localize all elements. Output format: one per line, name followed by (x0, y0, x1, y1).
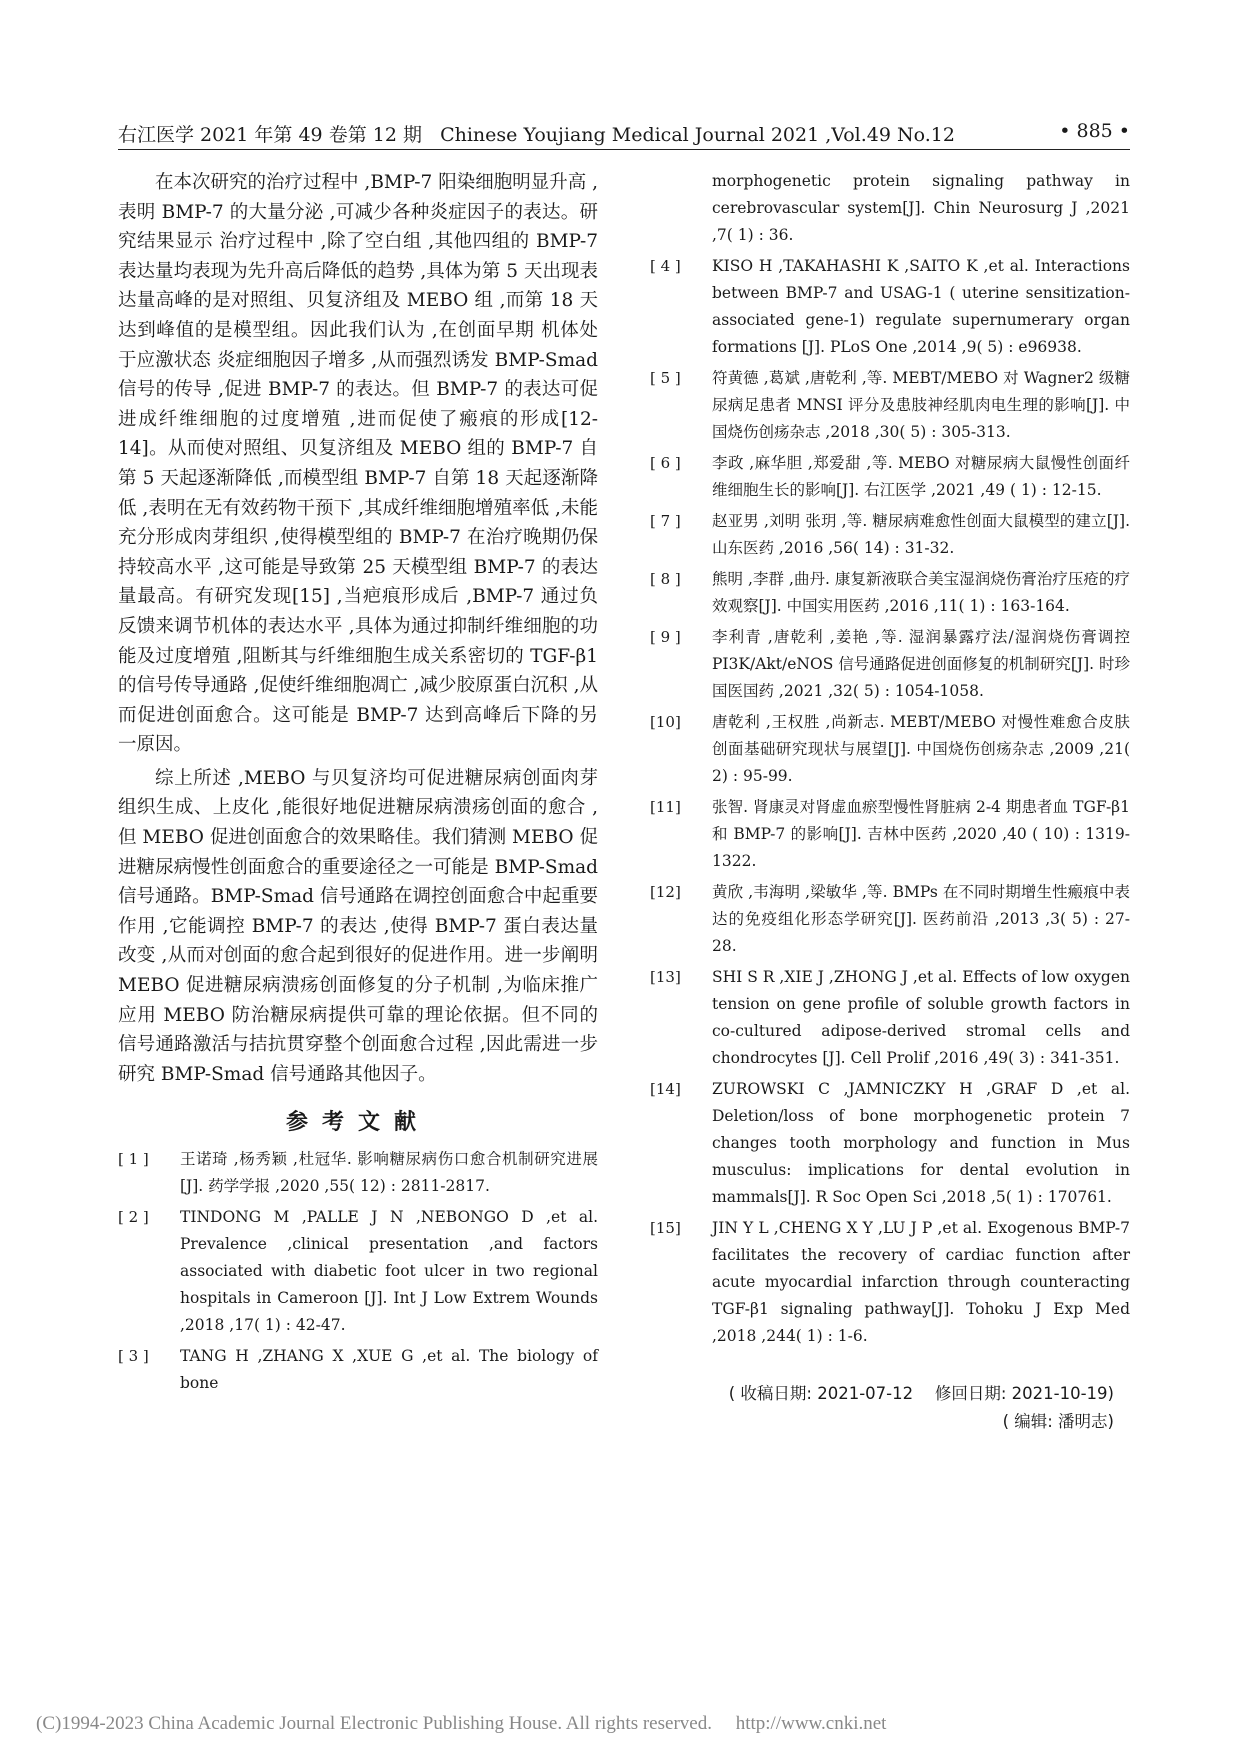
reference-text: ZUROWSKI C ,JAMNICZKY H ,GRAF D ,et al. Deletion/loss of bone morphogenetic protein 7 changes tooth morphology and function in Mus musculus: implications for dental evolution in mammals[J]. R Soc Open Sci ,2018 ,5( 1) : 170761. (712, 1080, 1130, 1206)
reference-number: [14] (650, 1080, 681, 1098)
article-dates (650, 1380, 1130, 1436)
reference-text: 唐乾利 ,王权胜 ,尚新志. MEBT/MEBO 对慢性难愈合皮肤创面基础研究现状与展望[J]. 中国烧伤创疡杂志 ,2009 ,21( 2) : 95-99. (712, 713, 1130, 785)
reference-number: [12] (650, 883, 681, 901)
reference-item (650, 879, 1130, 960)
reference-number: [ 5 ] (650, 369, 681, 387)
reference-item (650, 508, 1130, 562)
reference-item (650, 1076, 1130, 1211)
reference-item (650, 450, 1130, 504)
reference-item (650, 168, 1130, 249)
reference-item (118, 1146, 598, 1200)
reference-item (650, 1215, 1130, 1350)
reference-number: [10] (650, 713, 681, 731)
header-rule (118, 149, 1130, 150)
reference-number: [ 8 ] (650, 570, 681, 588)
right-column (650, 168, 1130, 1436)
reference-number: [ 9 ] (650, 628, 681, 646)
editor-credit: ( 编辑: 潘明志) (1002, 1412, 1114, 1431)
reference-number: [13] (650, 968, 681, 986)
reference-text: JIN Y L ,CHENG X Y ,LU J P ,et al. Exogenous BMP-7 facilitates the recovery of cardiac function after acute myocardial infarction through counteracting TGF-β1 signaling pathway[J]. Tohoku J Exp Med ,2018 ,244( 1) : 1-6. (712, 1219, 1130, 1345)
reference-text: morphogenetic protein signaling pathway in cerebrovascular system[J]. Chin Neurosurg J ,2021 ,7( 1) : 36. (712, 172, 1130, 244)
reference-text: 符黄德 ,葛斌 ,唐乾利 ,等. MEBT/MEBO 对 Wagner2 级糖尿病足患者 MNSI 评分及患肢神经肌肉电生理的影响[J]. 中国烧伤创疡杂志 ,2018 ,30( 5) : 305-313. (712, 369, 1130, 441)
reference-text: 赵亚男 ,刘明 张玥 ,等. 糖尿病难愈性创面大鼠模型的建立[J]. 山东医药 ,2016 ,56( 14) : 31-32. (712, 512, 1130, 557)
reference-item (650, 365, 1130, 446)
received-revised-dates: ( 收稿日期: 2021-07-12 修回日期: 2021-10-19) (728, 1384, 1114, 1403)
reference-item (650, 964, 1130, 1072)
reference-item (118, 1343, 598, 1397)
reference-number: [ 4 ] (650, 257, 681, 275)
reference-number: [ 3 ] (118, 1347, 149, 1366)
reference-text: KISO H ,TAKAHASHI K ,SAITO K ,et al. Interactions between BMP-7 and USAG-1 ( uterine sensitization-associated gene-1) regulate supernumerary organ formations [J]. PLoS One ,2014 ,9( 5) : e96938. (712, 257, 1130, 356)
reference-text: SHI S R ,XIE J ,ZHONG J ,et al. Effects of low oxygen tension on gene profile of soluble growth factors in co-cultured adipose-derived stromal cells and chondrocytes [J]. Cell Prolif ,2016 ,49( 3) : 341-351. (712, 968, 1130, 1067)
reference-item (650, 709, 1130, 790)
reference-item (650, 794, 1130, 875)
reference-number: [ 7 ] (650, 512, 681, 530)
body-paragraph: 在本次研究的治疗过程中 ,BMP-7 阳染细胞明显升高 ,表明 BMP-7 的大量分泌 ,可减少各种炎症因子的表达。研究结果显示 治疗过程中 ,除了空白组 ,其他四组的 BMP-7 表达量均表现为先升高后降低的趋势 ,具体为第 5 天出现表达量高峰的是对照组、贝复济组及 MEBO 组 ,而第 18 天达到峰值的是模型组。因此我们认为 ,在创面早期 机体处于应激状态 炎症细胞因子增多 ,从而强烈诱发 BMP-Smad 信号的传导 ,促进 BMP-7 的表达。但 BMP-7 的表达可促进成纤维细胞的过度增殖 ,进而促使了瘢痕的形成[12-14]。从而使对照组、贝复济组及 MEBO 组的 BMP-7 自第 5 天起逐渐降低 ,而模型组 BMP-7 自第 18 天起逐渐降低 ,表明在无有效药物干预下 ,其成纤维细胞增殖率低 ,未能充分形成肉芽组织 ,使得模型组的 BMP-7 在治疗晚期仍保持较高水平 ,这可能是导致第 25 天模型组 BMP-7 的表达量最高。有研究发现[15] ,当疤痕形成后 ,BMP-7 通过负反馈来调节机体的表达水平 ,具体为通过抑制纤维细胞的功能及过度增殖 ,阻断其与纤维细胞生成关系密切的 TGF-β1 的信号传导通路 ,促使纤维细胞凋亡 ,减少胶原蛋白沉积 ,从而促进创面愈合。这可能是 BMP-7 达到高峰后下降的另一原因。 (118, 172, 598, 756)
reference-number: [11] (650, 798, 681, 816)
reference-item (118, 1204, 598, 1339)
reference-number: [ 6 ] (650, 454, 681, 472)
reference-text: 李政 ,麻华胆 ,郑爱甜 ,等. MEBO 对糖尿病大鼠慢性创面纤维细胞生长的影响[J]. 右江医学 ,2021 ,49 ( 1) : 12-15. (712, 454, 1130, 499)
reference-item (650, 253, 1130, 361)
left-column (118, 168, 598, 1401)
reference-number: [15] (650, 1219, 681, 1237)
reference-number: [ 2 ] (118, 1208, 149, 1227)
copyright-footer: (C)1994-2023 China Academic Journal Electronic Publishing House. All rights reserved. http://www.cnki.net (36, 1713, 887, 1734)
reference-text: 王诺琦 ,杨秀颖 ,杜冠华. 影响糖尿病伤口愈合机制研究进展[J]. 药学学报 ,2020 ,55( 12) : 2811-2817. (180, 1150, 598, 1196)
reference-text: TANG H ,ZHANG X ,XUE G ,et al. The biology of bone (180, 1347, 598, 1393)
references-heading: 参考文献 (285, 1110, 430, 1136)
journal-name-en: Chinese Youjiang Medical Journal 2021 ,Vol.49 No.12 (440, 124, 955, 146)
reference-text: 张智. 肾康灵对肾虚血瘀型慢性肾脏病 2-4 期患者血 TGF-β1 和 BMP-7 的影响[J]. 吉林中医药 ,2020 ,40 ( 10) : 1319-1322. (712, 798, 1130, 870)
reference-item (650, 566, 1130, 620)
reference-text: 熊明 ,李群 ,曲丹. 康复新液联合美宝湿润烧伤膏治疗压疮的疗效观察[J]. 中国实用医药 ,2016 ,11( 1) : 163-164. (712, 570, 1130, 615)
reference-text: TINDONG M ,PALLE J N ,NEBONGO D ,et al. Prevalence ,clinical presentation ,and factors associated with diabetic foot ulcer in two regional hospitals in Cameroon [J]. Int J Low Extrem Wounds ,2018 ,17( 1) : 42-47. (180, 1208, 598, 1335)
journal-info (118, 120, 955, 147)
reference-text: 李利青 ,唐乾利 ,姜艳 ,等. 湿润暴露疗法/湿润烧伤膏调控 PI3K/Akt/eNOS 信号通路促进创面修复的机制研究[J]. 时珍国医国药 ,2021 ,32( 5) : 1054-1058. (712, 628, 1130, 700)
reference-item (650, 624, 1130, 705)
running-header (118, 118, 1130, 150)
page-number: • 885 • (1059, 120, 1130, 142)
journal-name-cn: 右江医学 2021 年第 49 卷第 12 期 (118, 124, 422, 146)
reference-number: [ 1 ] (118, 1150, 149, 1169)
reference-text: 黄欣 ,韦海明 ,梁敏华 ,等. BMPs 在不同时期增生性瘢痕中表达的免疫组化形态学研究[J]. 医药前沿 ,2013 ,3( 5) : 27-28. (712, 883, 1130, 955)
body-paragraph: 综上所述 ,MEBO 与贝复济均可促进糖尿病创面肉芽组织生成、上皮化 ,能很好地促进糖尿病溃疡创面的愈合 ,但 MEBO 促进创面愈合的效果略佳。我们猜测 MEBO 促进糖尿病慢性创面愈合的重要途径之一可能是 BMP-Smad 信号通路。BMP-Smad 信号通路在调控创面愈合中起重要作用 ,它能调控 BMP-7 的表达 ,使得 BMP-7 蛋白表达量改变 ,从而对创面的愈合起到很好的促进作用。进一步阐明 MEBO 促进糖尿病溃疡创面修复的分子机制 ,为临床推广应用 MEBO 防治糖尿病提供可靠的理论依据。但不同的信号通路激活与拮抗贯穿整个创面愈合过程 ,因此需进一步研究 BMP-Smad 信号通路其他因子。 (118, 767, 598, 1085)
